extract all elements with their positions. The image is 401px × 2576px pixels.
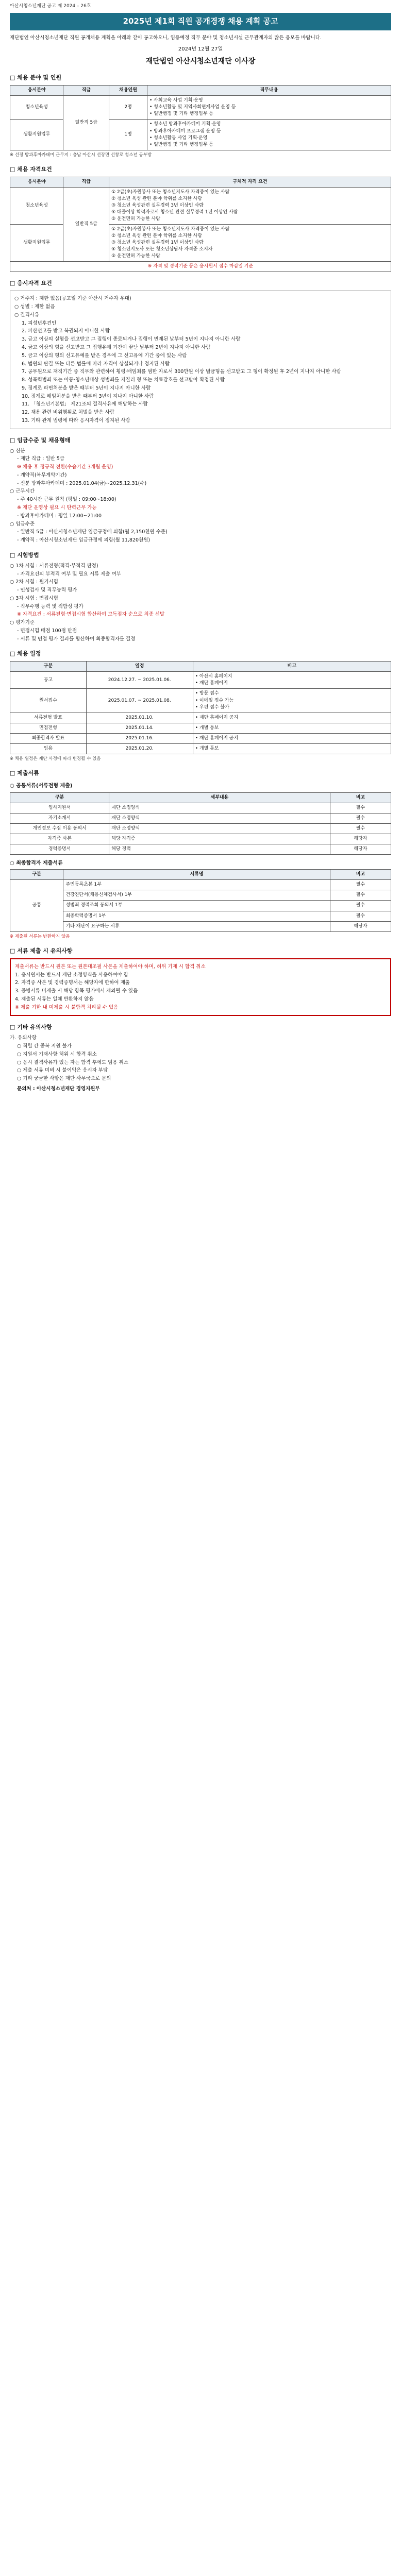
cell-grade: 일반직 5급 — [63, 187, 109, 261]
cell-stage: 원서접수 — [10, 689, 87, 713]
cell-docname: 개인정보 수집 이용 동의서 — [10, 823, 109, 834]
wage-line: ※ 채용 후 정규직 전환(수습기간 3개월 운영) — [17, 464, 113, 470]
cell-docetc: 필수 — [330, 880, 391, 890]
wage-line: - 신분 방과후아카데미 : 2025.01.04(금)~2025.12.31(수) — [17, 480, 147, 486]
wage-line: - 재단 직급 : 일반 5급 — [17, 456, 65, 462]
exam-line: - 인성검사 및 직무능력 평가 — [17, 587, 77, 594]
cell-stage: 최종합격자 발표 — [10, 733, 87, 743]
wage-line: ○ 신분 — [10, 448, 25, 454]
etc-line: ○ 직렬 간 중복 지원 불가 — [17, 1043, 72, 1049]
cell-docdetail: 재단 소정양식 — [109, 823, 330, 834]
wage-line: ※ 재단 운영상 필요 시 탄력근무 가능 — [17, 504, 97, 511]
eligibility-line: 11. 「청소년기본법」 제21조의 결격사유에 해당하는 사람 — [22, 401, 148, 408]
docs-note: ※ 제출된 서류는 반환하지 않음 — [10, 934, 70, 939]
caution-line: ※ 제출 기한 내 미제출 시 불합격 처리될 수 있음 — [15, 1004, 119, 1010]
cell-area: 생활지원업무 — [10, 120, 63, 150]
th-count: 채용인원 — [109, 86, 147, 96]
table-row — [10, 844, 391, 854]
eligibility-line: ○ 거주지 : 제한 없음(공고일 기준 아산시 거주자 우대) — [14, 296, 131, 302]
cell-docdetail: 최종학력증명서 1부 — [63, 911, 330, 921]
cell-count: 1명 — [109, 120, 147, 150]
section-exam-title: □ 시험방법 — [10, 551, 39, 558]
cell-duties: • 사회교육 사업 기획·운영 • 청소년활동 및 지역사회연계사업 운영 등 • 일반행정 및 기타 행정업무 등 — [147, 96, 391, 120]
announcement-ref: 아산시청소년재단 공고 제 2024 – 26호 — [10, 4, 91, 9]
section-eligibility-title: □ 응시자격 요건 — [10, 280, 52, 287]
table-row — [10, 743, 391, 754]
th-docdetail: 세부내용 — [109, 792, 330, 803]
th-grade: 직급 — [63, 177, 109, 187]
caution-box — [10, 958, 391, 1016]
announcement-title: 2025년 제1회 직원 공개경쟁 채용 계획 공고 — [10, 13, 391, 30]
caution-line: 3. 증빙서류 미제출 시 해당 항목 평가에서 제외될 수 있음 — [15, 988, 138, 994]
eligibility-line: 13. 기타 관계 법령에 따라 응시자격이 정지된 사람 — [22, 417, 130, 423]
docs-sub1: ○ 공통서류(서류전형 제출) — [10, 783, 73, 789]
cell-area: 청소년육성 — [10, 187, 63, 224]
exam-line: - 면접시험 배점 100점 만점 — [17, 628, 77, 634]
th-duties: 직무내용 — [147, 86, 391, 96]
cell-duties: • 청소년 방과후아카데미 기획·운영 • 방과후아카데미 프로그램 운영 등 • 청소년활동 사업 기획·운영 • 일반행정 및 기타 행정업무 등 — [147, 120, 391, 150]
eligibility-line: 10. 징계로 해임처분을 받은 때부터 3년이 지나지 아니한 사람 — [22, 393, 154, 399]
organization-name: 재단법인 아산시청소년재단 이사장 — [145, 57, 256, 66]
th-grade: 직급 — [63, 86, 109, 96]
exam-line: ※ 자격요건 : 서류전형·면접시험 합산하여 고득점자 순으로 최종 선발 — [17, 612, 165, 618]
cell-docdetail: 기타 재단이 요구하는 서류 — [63, 921, 330, 931]
wage-block — [10, 448, 391, 544]
section-recruit-title: □ 채용 분야 및 인원 — [10, 74, 62, 81]
exam-block — [10, 563, 391, 643]
exam-line: ○ 2차 시험 : 필기시험 — [10, 579, 58, 585]
exam-line: - 직무수행 능력 및 적합성 평가 — [17, 603, 83, 609]
recruit-note: ※ 선정 방과후아카데미 근무지 : 충남 아산시 선장면 선창로 청소년 공부방 — [10, 152, 152, 158]
table-row — [10, 834, 391, 844]
etc-line: ○ 응시 결격사유가 있는 자는 합격 후에도 임용 취소 — [17, 1059, 128, 1065]
cell-note: • 재단 홈페이지 공지 — [193, 733, 391, 743]
docs-table-common — [10, 792, 391, 855]
wage-line: - 일반직 5급 : 아산시청소년재단 임금규정에 의함(월 2,150천원 수준) — [17, 529, 168, 535]
cell-docdetail: 재단 소정양식 — [109, 813, 330, 823]
cell-note: • 아산시 홈페이지 • 재단 홈페이지 — [193, 672, 391, 689]
cell-docname: 자기소개서 — [10, 813, 109, 823]
th-area: 응시분야 — [10, 177, 63, 187]
cell-docetc: 해당자 — [330, 921, 391, 931]
cell-note: • 개별 통보 — [193, 723, 391, 733]
section-schedule-title: □ 채용 일정 — [10, 650, 41, 657]
cell-docname: 공통 — [10, 880, 63, 931]
caution-line: 1. 응시원서는 반드시 재단 소정양식을 사용하여야 함 — [15, 972, 128, 978]
table-row — [10, 880, 391, 890]
table-row — [10, 823, 391, 834]
cell-docetc: 필수 — [330, 911, 391, 921]
cell-docetc: 필수 — [330, 901, 391, 911]
eligibility-line: 2. 파산선고를 받고 복권되지 아니한 사람 — [22, 328, 110, 334]
wage-line: ○ 근무시간 — [10, 488, 35, 495]
cell-area: 생활지원업무 — [10, 225, 63, 262]
caution-line: 2. 자격증 사본 및 경력증명서는 해당자에 한하여 제출 — [15, 980, 130, 986]
table-row — [10, 901, 391, 911]
table-row — [10, 813, 391, 823]
announcement-date: 2024년 12월 27일 — [178, 46, 223, 52]
section-caution-title: □ 서류 제출 시 유의사항 — [10, 947, 73, 954]
intro-text: 재단법인 아산시청소년재단 직원 공개채용 계획을 아래와 같이 공고하오니, 임용예정 직무 분야 및 청소년시설 근무관계자의 많은 응모를 바랍니다. — [10, 35, 322, 41]
cell-req: ① 2급(초)자원봉사 또는 청소년지도사 자격증이 있는 사람 ② 청소년 육성 관련 분야 학위를 소지한 사람 ③ 청소년 육성관련 실무경력 1년 이상인 사람 ④ 청소년지도사 또는 청소년상담사 자격증 소지자 ⑤ 운전면허 가능한 사람 — [109, 225, 391, 262]
qual-note: ※ 자격 및 경력기준 등은 응시원서 접수 마감일 기준 — [10, 262, 391, 272]
cell-stage: 공고 — [10, 672, 87, 689]
exam-line: - 자격요건의 부적격 여부 및 필요 서류 제출 여부 — [17, 571, 121, 577]
exam-line: ○ 평가기준 — [10, 620, 35, 626]
wage-line: - 계약직 : 아산시청소년재단 임금규정에 의함(월 11,820천원) — [17, 537, 151, 544]
th-stage: 구분 — [10, 662, 87, 672]
cell-docdetail: 해당 자격증 — [109, 834, 330, 844]
wage-line: - 주 40시간 근무 원칙 (평일 : 09:00~18:00) — [17, 497, 116, 503]
table-row — [10, 911, 391, 921]
cell-date: 2025.01.14. — [86, 723, 193, 733]
eligibility-box — [10, 291, 391, 429]
exam-line: ○ 1차 시험 : 서류전형(적격·부적격 판정) — [10, 563, 98, 569]
wage-line: - 계약직(복무계약기간) — [17, 472, 67, 478]
th-docname: 구분 — [10, 792, 109, 803]
cell-date: 2024.12.27. ~ 2025.01.06. — [86, 672, 193, 689]
cell-note: • 개별 통보 — [193, 743, 391, 754]
etc-block — [10, 1035, 391, 1092]
eligibility-line: 1. 피성년후견인 — [22, 320, 57, 326]
cell-stage: 면접전형 — [10, 723, 87, 733]
table-row — [10, 672, 391, 689]
cell-docname: 자격증 사본 — [10, 834, 109, 844]
table-row — [10, 723, 391, 733]
cell-docetc: 해당자 — [330, 844, 391, 854]
cell-date: 2025.01.07. ~ 2025.01.08. — [86, 689, 193, 713]
cell-docetc: 필수 — [330, 823, 391, 834]
table-row — [10, 713, 391, 723]
exam-line: ○ 3차 시험 : 면접시험 — [10, 595, 58, 601]
th-docetc: 비고 — [330, 792, 391, 803]
table-row — [10, 921, 391, 931]
eligibility-line: 8. 성폭력범죄 또는 아동·청소년대상 성범죄를 저질러 형 또는 치료감호를 선고받아 확정된 사람 — [22, 377, 225, 383]
cell-docetc: 필수 — [330, 813, 391, 823]
cell-count: 2명 — [109, 96, 147, 120]
cell-docetc: 필수 — [330, 890, 391, 901]
eligibility-line: 4. 금고 이상의 형을 선고받고 그 집행유예 기간이 끝난 날부터 2년이 지나지 아니한 사람 — [22, 345, 211, 351]
cell-docdetail: 성범죄 경력조회 동의서 1부 — [63, 901, 330, 911]
table-row — [10, 890, 391, 901]
th-area: 응시분야 — [10, 86, 63, 96]
caution-line: 4. 제출된 서류는 일체 반환하지 않음 — [15, 996, 94, 1002]
eligibility-line: 3. 금고 이상의 실형을 선고받고 그 집행이 종료되거나 집행이 면제된 날부터 5년이 지나지 아니한 사람 — [22, 336, 241, 343]
cell-docetc: 해당자 — [330, 834, 391, 844]
section-docs-title: □ 제출서류 — [10, 770, 39, 777]
table-row — [10, 187, 391, 224]
cell-note: • 방문 접수 • 이메일 접수 가능 • 우편 접수 불가 — [193, 689, 391, 713]
th-docetc: 비고 — [330, 870, 391, 880]
caution-line: 제출서류는 반드시 원본 또는 원본대조필 사본을 제출하여야 하며, 허위 기재 시 합격 취소 — [15, 963, 206, 970]
schedule-note: ※ 채용 일정은 재단 사정에 따라 변경될 수 있음 — [10, 756, 101, 761]
eligibility-line: 6. 법원의 판결 또는 다른 법률에 따라 자격이 상실되거나 정지된 사람 — [22, 361, 170, 367]
eligibility-line: 7. 공무원으로 재직기간 중 직무와 관련하여 횡령·배임죄를 범한 자로서 300만원 이상 벌금형을 선고받고 그 형이 확정된 후 2년이 지나지 아니한 사람 — [22, 369, 341, 375]
th-docname: 구분 — [10, 870, 63, 880]
docs-sub2: ○ 최종합격자 제출서류 — [10, 860, 63, 866]
table-row — [10, 733, 391, 743]
cell-date: 2025.01.10. — [86, 713, 193, 723]
cell-docdetail: 주민등록초본 1부 — [63, 880, 330, 890]
th-note: 비고 — [193, 662, 391, 672]
etc-line: 가. 유의사항 — [10, 1035, 37, 1041]
eligibility-line: ○ 성별 : 제한 없음 — [14, 304, 55, 310]
cell-stage: 임용 — [10, 743, 87, 754]
cell-docdetail: 건강진단서(채용신체검사서) 1부 — [63, 890, 330, 901]
eligibility-line: 5. 금고 이상의 형의 선고유예를 받은 경우에 그 선고유예 기간 중에 있는 사람 — [22, 352, 187, 359]
cell-date: 2025.01.16. — [86, 733, 193, 743]
th-req: 구체적 자격 요건 — [109, 177, 391, 187]
etc-line: ○ 지원서 기재사항 허위 시 합격 취소 — [17, 1051, 97, 1057]
contact-line: 문의처 : 아산시청소년재단 경영지원부 — [17, 1086, 100, 1092]
section-qual-title: □ 채용 자격요건 — [10, 165, 52, 173]
section-etc-title: □ 기타 유의사항 — [10, 1024, 52, 1031]
recruit-table — [10, 85, 391, 150]
cell-date: 2025.01.20. — [86, 743, 193, 754]
cell-note: • 재단 홈페이지 공지 — [193, 713, 391, 723]
cell-docname: 입사지원서 — [10, 803, 109, 813]
eligibility-line: 12. 채용 관련 비위행위로 처벌을 받은 사람 — [22, 410, 115, 416]
table-row — [10, 803, 391, 813]
cell-stage: 서류전형 발표 — [10, 713, 87, 723]
th-docdetail: 서류명 — [63, 870, 330, 880]
docs-table-final — [10, 869, 391, 931]
cell-docdetail: 재단 소정양식 — [109, 803, 330, 813]
cell-grade: 일반직 5급 — [63, 96, 109, 150]
cell-req: ① 2급(초)자원봉사 또는 청소년지도사 자격증이 있는 사람 ② 청소년 육성 관련 분야 학위를 소지한 사람 ③ 청소년 육성관련 실무경력 3년 이상인 사람 ④ 대졸이상 학력자로서 청소년 관련 실무경력 1년 이상인 사람 ⑤ 운전면허 가능한 사람 — [109, 187, 391, 224]
eligibility-line: 9. 징계로 파면처분을 받은 때부터 5년이 지나지 아니한 사람 — [22, 385, 151, 391]
table-row — [10, 689, 391, 713]
announcement-page — [10, 0, 391, 1104]
cell-docetc: 필수 — [330, 803, 391, 813]
wage-line: - 방과후아카데미 : 평일 12:00~21:00 — [17, 513, 102, 519]
cell-docdetail: 해당 경력 — [109, 844, 330, 854]
cell-docname: 경력증명서 — [10, 844, 109, 854]
etc-line: ○ 제출 서류 미비 시 불이익은 응시자 부담 — [17, 1067, 108, 1074]
etc-line: ○ 기타 궁금한 사항은 재단 사무국으로 문의 — [17, 1076, 111, 1082]
eligibility-line: ○ 결격사유 — [14, 312, 40, 318]
schedule-table — [10, 661, 391, 754]
wage-line: ○ 임금수준 — [10, 521, 35, 527]
table-row — [10, 96, 391, 120]
qualification-table — [10, 177, 391, 273]
section-wage-title: □ 임금수준 및 채용형태 — [10, 436, 71, 444]
cell-area: 청소년육성 — [10, 96, 63, 120]
table-row — [10, 262, 391, 272]
th-date: 일정 — [86, 662, 193, 672]
exam-line: - 서류 및 면접 평가 결과를 합산하여 최종합격자를 결정 — [17, 636, 136, 642]
